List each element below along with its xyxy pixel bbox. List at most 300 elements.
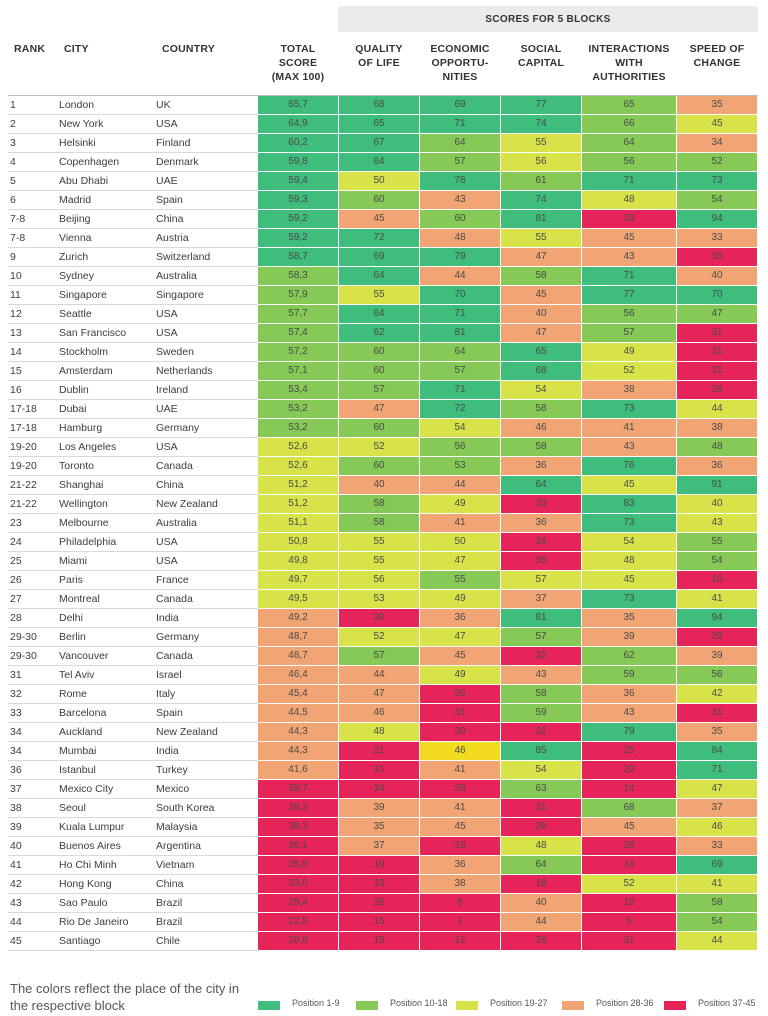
rank-cell: 24 xyxy=(10,536,22,548)
country-cell: New Zealand xyxy=(156,726,218,738)
legend-swatch xyxy=(356,1001,378,1010)
economic-opportunities-cell: 71 xyxy=(420,305,500,323)
social-capital-cell: 64 xyxy=(501,856,581,874)
social-capital-cell: 32 xyxy=(501,723,581,741)
country-cell: Netherlands xyxy=(156,365,213,377)
row-separator xyxy=(8,950,258,951)
scores-super-header: SCORES FOR 5 BLOCKS xyxy=(338,6,758,32)
city-cell: Shanghai xyxy=(59,479,104,491)
social-capital-cell: 58 xyxy=(501,685,581,703)
speed-of-change-cell: 44 xyxy=(677,400,757,418)
quality-of-life-cell: 15 xyxy=(339,913,419,931)
country-cell: India xyxy=(156,612,179,624)
interactions-cell: 56 xyxy=(582,153,676,171)
city-cell: Abu Dhabi xyxy=(59,175,109,187)
speed-of-change-cell: 42 xyxy=(677,685,757,703)
rank-cell: 28 xyxy=(10,612,22,624)
city-cell: Ho Chi Minh xyxy=(59,859,117,871)
quality-of-life-cell: 53 xyxy=(339,590,419,608)
country-cell: Switzerland xyxy=(156,251,211,263)
quality-of-life-cell: 35 xyxy=(339,818,419,836)
city-cell: London xyxy=(59,99,95,111)
quality-of-life-cell: 69 xyxy=(339,248,419,266)
total-score-cell: 28,4 xyxy=(258,894,338,912)
city-cell: Seoul xyxy=(59,802,86,814)
country-cell: Germany xyxy=(156,631,200,643)
economic-opportunities-cell: 28 xyxy=(420,780,500,798)
economic-opportunities-cell: 36 xyxy=(420,609,500,627)
speed-of-change-cell: 54 xyxy=(677,191,757,209)
total-score-cell: 60,2 xyxy=(258,134,338,152)
interactions-cell: 73 xyxy=(582,400,676,418)
total-score-cell: 41,6 xyxy=(258,761,338,779)
interactions-cell: 45 xyxy=(582,818,676,836)
quality-of-life-cell: 48 xyxy=(339,723,419,741)
total-score-cell: 57,2 xyxy=(258,343,338,361)
economic-opportunities-cell: 44 xyxy=(420,476,500,494)
interactions-cell: 10 xyxy=(582,894,676,912)
economic-opportunities-cell: 72 xyxy=(420,400,500,418)
legend-note: The colors reflect the place of the city in the respective block xyxy=(10,981,240,1013)
city-cell: Seattle xyxy=(59,308,92,320)
quality-of-life-cell: 64 xyxy=(339,153,419,171)
quality-of-life-cell: 72 xyxy=(339,229,419,247)
social-capital-cell: 57 xyxy=(501,571,581,589)
country-cell: New Zealand xyxy=(156,498,218,510)
social-capital-cell: 55 xyxy=(501,134,581,152)
city-cell: Barcelona xyxy=(59,707,107,719)
table-row xyxy=(0,628,768,647)
rank-cell: 19-20 xyxy=(10,460,37,472)
speed-of-change-cell: 48 xyxy=(677,438,757,456)
speed-of-change-cell: 54 xyxy=(677,913,757,931)
economic-opportunities-cell: 38 xyxy=(420,875,500,893)
rank-cell: 37 xyxy=(10,783,22,795)
country-cell: Singapore xyxy=(156,289,204,301)
total-score-cell: 46,4 xyxy=(258,666,338,684)
quality-of-life-cell: 40 xyxy=(339,476,419,494)
quality-of-life-cell: 60 xyxy=(339,343,419,361)
social-capital-cell: 33 xyxy=(501,495,581,513)
city-cell: Paris xyxy=(59,574,83,586)
rank-cell: 11 xyxy=(10,289,21,301)
legend-label: Position 19-27 xyxy=(490,998,548,1008)
total-score-cell: 48,7 xyxy=(258,628,338,646)
quality-of-life-cell: 60 xyxy=(339,191,419,209)
table-row xyxy=(0,153,768,172)
speed-of-change-cell: 28 xyxy=(677,381,757,399)
social-capital-cell: 64 xyxy=(501,476,581,494)
total-score-cell: 39,3 xyxy=(258,799,338,817)
economic-opportunities-cell: 49 xyxy=(420,666,500,684)
speed-of-change-cell: 31 xyxy=(677,704,757,722)
interactions-cell: 59 xyxy=(582,666,676,684)
total-score-cell: 45,4 xyxy=(258,685,338,703)
interactions-cell: 57 xyxy=(582,324,676,342)
interactions-cell: 66 xyxy=(582,115,676,133)
rank-cell: 27 xyxy=(10,593,22,605)
table-row xyxy=(0,552,768,571)
quality-of-life-cell: 45 xyxy=(339,210,419,228)
table-row xyxy=(0,305,768,324)
rank-cell: 21-22 xyxy=(10,479,37,491)
social-capital-cell: 18 xyxy=(501,875,581,893)
city-cell: Los Angeles xyxy=(59,441,117,453)
table-row xyxy=(0,286,768,305)
table-row xyxy=(0,704,768,723)
country-cell: UK xyxy=(156,99,171,111)
country-cell: Vietnam xyxy=(156,859,195,871)
social-capital-cell: 68 xyxy=(501,362,581,380)
table-row xyxy=(0,381,768,400)
quality-of-life-cell: 55 xyxy=(339,286,419,304)
social-capital-cell: 77 xyxy=(501,96,581,114)
economic-opportunities-cell: 5 xyxy=(420,894,500,912)
speed-of-change-cell: 40 xyxy=(677,495,757,513)
quality-of-life-cell: 67 xyxy=(339,134,419,152)
total-score-cell: 36,1 xyxy=(258,837,338,855)
country-cell: USA xyxy=(156,441,178,453)
table-row xyxy=(0,780,768,799)
speed-of-change-cell: 34 xyxy=(677,134,757,152)
table-row xyxy=(0,913,768,932)
rank-cell: 5 xyxy=(10,175,16,187)
speed-of-change-cell: 29 xyxy=(677,628,757,646)
economic-opportunities-cell: 30 xyxy=(420,723,500,741)
interactions-cell: 14 xyxy=(582,856,676,874)
economic-opportunities-cell: 50 xyxy=(420,533,500,551)
interactions-cell: 73 xyxy=(582,590,676,608)
country-cell: Brazil xyxy=(156,916,183,928)
interactions-cell: 14 xyxy=(582,780,676,798)
speed-of-change-cell: 91 xyxy=(677,476,757,494)
city-cell: Berlin xyxy=(59,631,86,643)
quality-of-life-cell: 46 xyxy=(339,704,419,722)
quality-of-life-cell: 56 xyxy=(339,571,419,589)
economic-opportunities-cell: 78 xyxy=(420,172,500,190)
economic-opportunities-cell: 45 xyxy=(420,647,500,665)
rank-cell: 3 xyxy=(10,137,16,149)
table-row xyxy=(0,685,768,704)
country-cell: Denmark xyxy=(156,156,199,168)
city-cell: Auckland xyxy=(59,726,103,738)
table-row xyxy=(0,476,768,495)
country-cell: Malaysia xyxy=(156,821,198,833)
table-row xyxy=(0,267,768,286)
speed-of-change-cell: 46 xyxy=(677,818,757,836)
economic-opportunities-cell: 49 xyxy=(420,495,500,513)
interactions-cell: 64 xyxy=(582,134,676,152)
column-headers xyxy=(0,32,768,96)
social-capital-cell: 56 xyxy=(501,153,581,171)
country-cell: Germany xyxy=(156,422,200,434)
speed-of-change-cell: 43 xyxy=(677,514,757,532)
quality-of-life-cell: 52 xyxy=(339,438,419,456)
economic-opportunities-cell: 1 xyxy=(420,913,500,931)
interactions-cell: 43 xyxy=(582,438,676,456)
city-cell: Stockholm xyxy=(59,346,109,358)
speed-of-change-cell: 69 xyxy=(677,856,757,874)
table-row xyxy=(0,210,768,229)
rank-cell: 9 xyxy=(10,251,16,263)
quality-of-life-cell: 47 xyxy=(339,400,419,418)
economic-opportunities-cell: 45 xyxy=(420,818,500,836)
total-score-cell: 51,1 xyxy=(258,514,338,532)
country-cell: Israel xyxy=(156,669,182,681)
economic-opportunities-cell: 41 xyxy=(420,761,500,779)
speed-of-change-cell: 47 xyxy=(677,305,757,323)
table-row xyxy=(0,514,768,533)
total-score-cell: 53,4 xyxy=(258,381,338,399)
rank-cell: 25 xyxy=(10,555,22,567)
rank-cell: 23 xyxy=(10,517,22,529)
total-score-cell: 58,7 xyxy=(258,248,338,266)
economic-opportunities-cell: 47 xyxy=(420,628,500,646)
total-score-cell: 52,6 xyxy=(258,438,338,456)
header-country: COUNTRY xyxy=(162,43,215,55)
total-score-cell: 49,8 xyxy=(258,552,338,570)
legend-swatch xyxy=(258,1001,280,1010)
city-cell: Mexico City xyxy=(59,783,114,795)
quality-of-life-cell: 62 xyxy=(339,324,419,342)
social-capital-cell: 54 xyxy=(501,381,581,399)
total-score-cell: 39,7 xyxy=(258,780,338,798)
city-cell: Tel Aviv xyxy=(59,669,95,681)
speed-of-change-cell: 30 xyxy=(677,248,757,266)
table-row xyxy=(0,248,768,267)
rank-cell: 2 xyxy=(10,118,16,130)
country-cell: UAE xyxy=(156,175,178,187)
social-capital-cell: 47 xyxy=(501,324,581,342)
social-capital-cell: 36 xyxy=(501,457,581,475)
social-capital-cell: 58 xyxy=(501,267,581,285)
legend-swatch xyxy=(562,1001,584,1010)
social-capital-cell: 36 xyxy=(501,818,581,836)
table-row xyxy=(0,343,768,362)
table-row xyxy=(0,229,768,248)
total-score-cell: 44,3 xyxy=(258,723,338,741)
country-cell: Canada xyxy=(156,593,193,605)
interactions-cell: 36 xyxy=(582,685,676,703)
legend-label: Position 10-18 xyxy=(390,998,448,1008)
economic-opportunities-cell: 41 xyxy=(420,799,500,817)
speed-of-change-cell: 94 xyxy=(677,210,757,228)
header-social-capital: SOCIAL CAPITAL xyxy=(517,43,565,69)
city-cell: Vienna xyxy=(59,232,92,244)
total-score-cell: 53,2 xyxy=(258,400,338,418)
total-score-cell: 53,2 xyxy=(258,419,338,437)
rank-cell: 17-18 xyxy=(10,403,37,415)
speed-of-change-cell: 37 xyxy=(677,799,757,817)
speed-of-change-cell: 33 xyxy=(677,837,757,855)
speed-of-change-cell: 94 xyxy=(677,609,757,627)
social-capital-cell: 37 xyxy=(501,590,581,608)
economic-opportunities-cell: 69 xyxy=(420,96,500,114)
economic-opportunities-cell: 44 xyxy=(420,267,500,285)
rank-cell: 33 xyxy=(10,707,22,719)
economic-opportunities-cell: 57 xyxy=(420,362,500,380)
social-capital-cell: 40 xyxy=(501,305,581,323)
social-capital-cell: 47 xyxy=(501,248,581,266)
quality-of-life-cell: 19 xyxy=(339,856,419,874)
economic-opportunities-cell: 53 xyxy=(420,457,500,475)
social-capital-cell: 63 xyxy=(501,780,581,798)
speed-of-change-cell: 45 xyxy=(677,115,757,133)
table-row xyxy=(0,647,768,666)
rank-cell: 1 xyxy=(10,99,16,111)
country-cell: USA xyxy=(156,118,178,130)
city-cell: Hamburg xyxy=(59,422,103,434)
social-capital-cell: 32 xyxy=(501,647,581,665)
total-score-cell: 59,4 xyxy=(258,172,338,190)
speed-of-change-cell: 31 xyxy=(677,343,757,361)
city-cell: Mumbai xyxy=(59,745,97,757)
rank-cell: 26 xyxy=(10,574,22,586)
table-row xyxy=(0,419,768,438)
economic-opportunities-cell: 55 xyxy=(420,571,500,589)
speed-of-change-cell: 58 xyxy=(677,894,757,912)
interactions-cell: 48 xyxy=(582,191,676,209)
economic-opportunities-cell: 71 xyxy=(420,115,500,133)
interactions-cell: 38 xyxy=(582,381,676,399)
interactions-cell: 41 xyxy=(582,419,676,437)
rank-cell: 41 xyxy=(10,859,22,871)
interactions-cell: 71 xyxy=(582,172,676,190)
country-cell: UAE xyxy=(156,403,178,415)
total-score-cell: 33,0 xyxy=(258,875,338,893)
social-capital-cell: 45 xyxy=(501,286,581,304)
legend-label: Position 28-36 xyxy=(596,998,654,1008)
quality-of-life-cell: 60 xyxy=(339,362,419,380)
city-cell: Rio De Janeiro xyxy=(59,916,129,928)
speed-of-change-cell: 10 xyxy=(677,571,757,589)
social-capital-cell: 81 xyxy=(501,210,581,228)
quality-of-life-cell: 33 xyxy=(339,875,419,893)
interactions-cell: 45 xyxy=(582,571,676,589)
interactions-cell: 68 xyxy=(582,799,676,817)
interactions-cell: 54 xyxy=(582,533,676,551)
rank-cell: 7-8 xyxy=(10,213,26,225)
country-cell: Italy xyxy=(156,688,176,700)
speed-of-change-cell: 71 xyxy=(677,761,757,779)
city-cell: Hong Kong xyxy=(59,878,112,890)
country-cell: Sweden xyxy=(156,346,194,358)
country-cell: Spain xyxy=(156,707,183,719)
city-cell: Sao Paulo xyxy=(59,897,108,909)
rank-cell: 31 xyxy=(10,669,22,681)
total-score-cell: 50,8 xyxy=(258,533,338,551)
social-capital-cell: 55 xyxy=(501,229,581,247)
table-row xyxy=(0,172,768,191)
speed-of-change-cell: 56 xyxy=(677,666,757,684)
city-cell: Dublin xyxy=(59,384,89,396)
total-score-cell: 49,5 xyxy=(258,590,338,608)
country-cell: China xyxy=(156,479,184,491)
rank-cell: 29-30 xyxy=(10,650,37,662)
rank-cell: 44 xyxy=(10,916,22,928)
table-row xyxy=(0,894,768,913)
quality-of-life-cell: 15 xyxy=(339,932,419,950)
rank-cell: 43 xyxy=(10,897,22,909)
city-cell: Wellington xyxy=(59,498,108,510)
speed-of-change-cell: 40 xyxy=(677,267,757,285)
economic-opportunities-cell: 54 xyxy=(420,419,500,437)
table-row xyxy=(0,742,768,761)
interactions-cell: 56 xyxy=(582,305,676,323)
interactions-cell: 45 xyxy=(582,229,676,247)
city-cell: Singapore xyxy=(59,289,107,301)
social-capital-cell: 57 xyxy=(501,628,581,646)
economic-opportunities-cell: 36 xyxy=(420,856,500,874)
interactions-cell: 43 xyxy=(582,704,676,722)
rank-cell: 13 xyxy=(10,327,22,339)
social-capital-cell: 40 xyxy=(501,894,581,912)
table-row xyxy=(0,666,768,685)
quality-of-life-cell: 21 xyxy=(339,742,419,760)
total-score-cell: 52,6 xyxy=(258,457,338,475)
quality-of-life-cell: 37 xyxy=(339,837,419,855)
social-capital-cell: 44 xyxy=(501,913,581,931)
rank-cell: 4 xyxy=(10,156,16,168)
speed-of-change-cell: 52 xyxy=(677,153,757,171)
rank-cell: 6 xyxy=(10,194,16,206)
social-capital-cell: 74 xyxy=(501,191,581,209)
social-capital-cell: 46 xyxy=(501,419,581,437)
city-cell: Kuala Lumpur xyxy=(59,821,125,833)
rank-cell: 17-18 xyxy=(10,422,37,434)
country-cell: Canada xyxy=(156,460,193,472)
total-score-cell: 51,2 xyxy=(258,495,338,513)
country-cell: USA xyxy=(156,555,178,567)
country-cell: India xyxy=(156,745,179,757)
city-cell: Buenos Aires xyxy=(59,840,121,852)
country-cell: USA xyxy=(156,308,178,320)
total-score-cell: 65,7 xyxy=(258,96,338,114)
social-capital-cell: 58 xyxy=(501,438,581,456)
country-cell: Finland xyxy=(156,137,191,149)
table-row xyxy=(0,818,768,837)
speed-of-change-cell: 39 xyxy=(677,647,757,665)
city-cell: Miami xyxy=(59,555,87,567)
interactions-cell: 52 xyxy=(582,362,676,380)
speed-of-change-cell: 55 xyxy=(677,533,757,551)
quality-of-life-cell: 39 xyxy=(339,799,419,817)
economic-opportunities-cell: 46 xyxy=(420,742,500,760)
social-capital-cell: 65 xyxy=(501,343,581,361)
quality-of-life-cell: 60 xyxy=(339,419,419,437)
table-row xyxy=(0,571,768,590)
speed-of-change-cell: 31 xyxy=(677,324,757,342)
interactions-cell: 48 xyxy=(582,552,676,570)
country-cell: Australia xyxy=(156,270,197,282)
social-capital-cell: 74 xyxy=(501,115,581,133)
interactions-cell: 29 xyxy=(582,761,676,779)
economic-opportunities-cell: 64 xyxy=(420,343,500,361)
city-cell: Helsinki xyxy=(59,137,96,149)
economic-opportunities-cell: 26 xyxy=(420,685,500,703)
rank-cell: 29-30 xyxy=(10,631,37,643)
table-row xyxy=(0,115,768,134)
interactions-cell: 62 xyxy=(582,647,676,665)
rank-cell: 14 xyxy=(10,346,22,358)
interactions-cell: 43 xyxy=(582,248,676,266)
speed-of-change-cell: 44 xyxy=(677,932,757,950)
economic-opportunities-cell: 31 xyxy=(420,704,500,722)
city-cell: Philadelphia xyxy=(59,536,117,548)
total-score-cell: 22,5 xyxy=(258,913,338,931)
table-row xyxy=(0,362,768,381)
total-score-cell: 35,8 xyxy=(258,856,338,874)
